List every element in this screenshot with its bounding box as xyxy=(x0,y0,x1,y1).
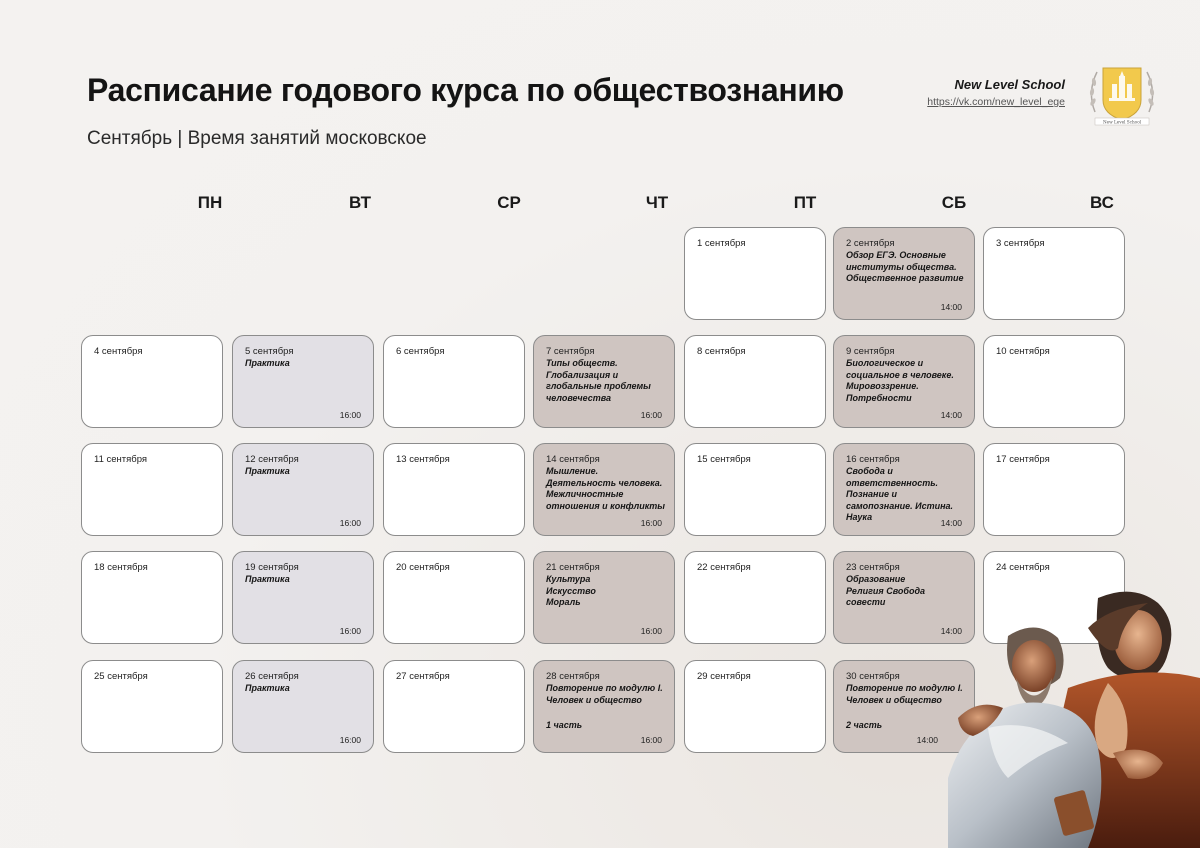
day-cell[interactable] xyxy=(81,660,223,753)
day-cell[interactable] xyxy=(684,551,826,644)
day-cell[interactable] xyxy=(684,227,826,320)
practice-cell[interactable] xyxy=(232,660,374,753)
day-date: 7 сентября xyxy=(546,346,595,357)
day-date: 10 сентября xyxy=(996,346,1050,357)
lesson-time: 14:00 xyxy=(940,302,962,312)
weekday-sat: СБ xyxy=(941,193,967,212)
lesson-topic: Образование Религия Свобода совести xyxy=(846,574,926,607)
lesson-topic: Свобода и ответственность. Познание и самопознание. Истина. Наука xyxy=(846,466,954,522)
day-date: 20 сентября xyxy=(396,562,450,573)
lesson-topic: Практика xyxy=(245,466,290,476)
day-date: 27 сентября xyxy=(396,671,450,682)
lesson-topic: Повторение по модулю I. Человек и общество xyxy=(846,683,963,705)
day-cell[interactable] xyxy=(684,660,826,753)
day-date: 3 сентября xyxy=(996,238,1045,249)
lesson-topic: Практика xyxy=(245,358,290,368)
lesson-time: 14:00 xyxy=(940,518,962,528)
day-date: 23 сентября xyxy=(846,562,900,573)
day-date: 14 сентября xyxy=(546,454,600,465)
practice-cell[interactable] xyxy=(232,335,374,428)
day-date: 6 сентября xyxy=(396,346,445,357)
page-title: Расписание годового курса по обществознанию xyxy=(87,72,844,108)
lesson-cell[interactable] xyxy=(533,443,675,536)
day-cell[interactable] xyxy=(383,335,525,428)
weekday-thu: ЧТ xyxy=(645,193,669,212)
lesson-topic: Биологическое и социальное в человеке. Мировоззрение. Потребности xyxy=(846,358,954,403)
day-date: 8 сентября xyxy=(697,346,746,357)
day-date: 19 сентября xyxy=(245,562,299,573)
weekday-fri: ПТ xyxy=(793,193,817,212)
day-cell[interactable] xyxy=(81,443,223,536)
day-date: 29 сентября xyxy=(697,671,751,682)
weekday-wed: СР xyxy=(497,193,521,212)
lesson-time: 14:00 xyxy=(940,626,962,636)
lesson-time: 14:00 xyxy=(916,735,938,745)
lesson-time: 16:00 xyxy=(640,626,662,636)
lesson-cell[interactable] xyxy=(833,443,975,536)
day-cell[interactable] xyxy=(684,335,826,428)
logo-caption: New Level School xyxy=(1102,119,1142,125)
lesson-cell[interactable] xyxy=(533,660,675,753)
weekday-mon: ПН xyxy=(197,193,223,212)
lesson-time: 14:00 xyxy=(940,410,962,420)
day-date: 15 сентября xyxy=(697,454,751,465)
lesson-cell[interactable] xyxy=(533,335,675,428)
lesson-topic: Практика xyxy=(245,683,290,693)
lesson-time: 16:00 xyxy=(640,735,662,745)
day-date: 25 сентября xyxy=(94,671,148,682)
day-date: 17 сентября xyxy=(996,454,1050,465)
lesson-cell[interactable] xyxy=(833,335,975,428)
day-cell[interactable] xyxy=(983,335,1125,428)
day-date: 24 сентября xyxy=(996,562,1050,573)
day-date: 13 сентября xyxy=(396,454,450,465)
lesson-time: 16:00 xyxy=(640,518,662,528)
lesson-topic: Типы обществ. Глобализация и глобальные проблемы человечества xyxy=(546,358,651,403)
lesson-topic: Обзор ЕГЭ. Основные институты общества. Общественное развитие xyxy=(846,250,964,283)
day-date: 2 сентября xyxy=(846,238,895,249)
day-cell[interactable] xyxy=(983,227,1125,320)
brand-name: New Level School xyxy=(954,77,1065,92)
day-cell[interactable] xyxy=(81,551,223,644)
brand-block xyxy=(927,77,1065,108)
lesson-topic: Повторение по модулю I. Человек и общество xyxy=(546,683,663,705)
weekday-tue: ВТ xyxy=(348,193,371,212)
day-date: 9 сентября xyxy=(846,346,895,357)
day-cell[interactable] xyxy=(684,443,826,536)
day-cell[interactable] xyxy=(81,335,223,428)
lesson-topic: Практика xyxy=(245,574,290,584)
lesson-cell[interactable] xyxy=(833,227,975,320)
lesson-time: 16:00 xyxy=(339,626,361,636)
day-cell[interactable] xyxy=(983,443,1125,536)
brand-link[interactable]: https://vk.com/new_level_ege xyxy=(927,96,1065,108)
day-date: 22 сентября xyxy=(697,562,751,573)
day-date: 11 сентября xyxy=(94,454,148,465)
day-date: 21 сентября xyxy=(546,562,600,573)
day-date: 28 сентября xyxy=(546,671,600,682)
lesson-time: 16:00 xyxy=(339,410,361,420)
classical-figures-illustration xyxy=(948,578,1200,848)
day-date: 30 сентября xyxy=(846,671,900,682)
day-cell[interactable] xyxy=(383,660,525,753)
lesson-part: 2 часть xyxy=(846,720,883,730)
lesson-cell[interactable] xyxy=(533,551,675,644)
day-date: 26 сентября xyxy=(245,671,299,682)
day-date: 12 сентября xyxy=(245,454,299,465)
lesson-time: 16:00 xyxy=(339,735,361,745)
weekday-sun: ВС xyxy=(1090,193,1114,212)
practice-cell[interactable] xyxy=(232,551,374,644)
day-cell[interactable] xyxy=(383,551,525,644)
lesson-topic: Культура Искусство Мораль xyxy=(546,574,596,607)
page-subtitle: Сентябрь | Время занятий московское xyxy=(87,128,427,149)
day-date: 18 сентября xyxy=(94,562,148,573)
day-cell[interactable] xyxy=(383,443,525,536)
day-date: 1 сентября xyxy=(697,238,746,249)
lesson-topic: Мышление. Деятельность человека. Межличностные отношения и конфликты xyxy=(546,466,665,511)
day-date: 5 сентября xyxy=(245,346,294,357)
lesson-time: 16:00 xyxy=(339,518,361,528)
lesson-part: 1 часть xyxy=(546,720,583,730)
practice-cell[interactable] xyxy=(232,443,374,536)
school-logo xyxy=(1085,62,1159,128)
day-date: 16 сентября xyxy=(846,454,900,465)
lesson-time: 16:00 xyxy=(640,410,662,420)
day-date: 4 сентября xyxy=(94,346,143,357)
